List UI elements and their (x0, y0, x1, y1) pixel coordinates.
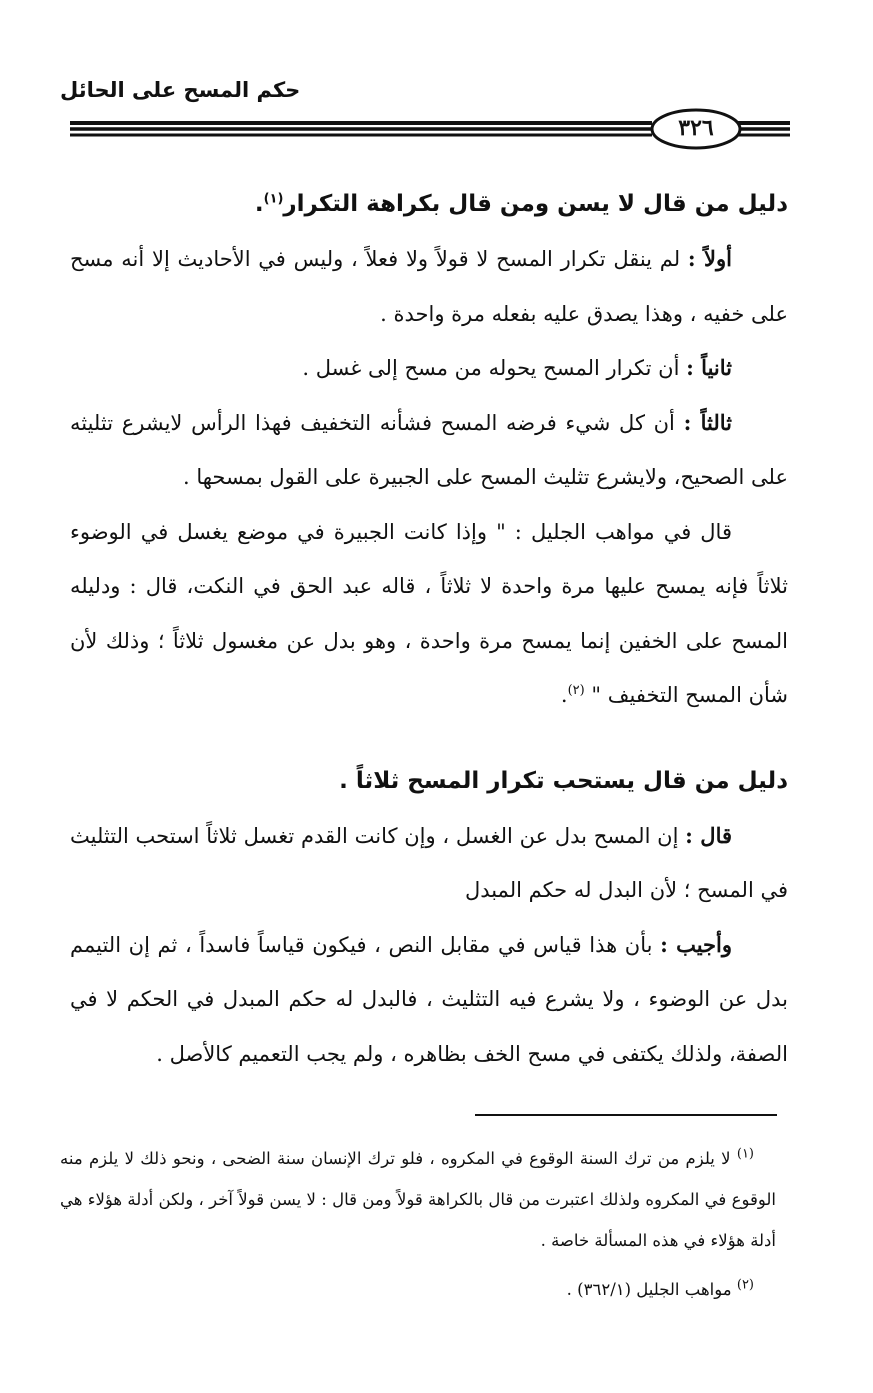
footnote-ref-1: (١) (263, 191, 284, 207)
paragraph-argument: قال : إن المسح بدل عن الغسل ، وإن كانت القدم تغسل ثلاثاً استحب التثليث في المسح ؛ لأن البدل له حكم المبدل (70, 822, 788, 902)
footnote-ref-2: (٢) (567, 683, 585, 698)
footnotes (60, 1138, 776, 1310)
section-heading-repetition: دليل من قال يستحب تكرار المسح ثلاثاً . (339, 767, 788, 794)
footnote-divider (475, 1114, 777, 1116)
footnote-1: $^{(١)}$ لا يلزم من ترك السنة الوقوع في المكروه ، فلو ترك الإنسان سنة الضحى ، ونحو ذلك لا يلزم منه الوقوع في المكروه ولذلك اعتبرت من قال بالكراهة قولاً ومن قال : لا يسن قولاً آخر ، ولكن أدلة هؤلاء هي أدلة هؤلاء في هذه المسألة خاصة . (60, 1146, 776, 1250)
running-title: حكم المسح على الحائل (60, 78, 301, 102)
paragraph-quote: قال في مواهب الجليل : " وإذا كانت الجبيرة في موضع يغسل في الوضوء ثلاثاً فإنه يمسح عليها مرة واحدة لا ثلاثاً ، قاله عبد الحق في النكت، قال : ودليله المسح على الخفين إنما يمسح مرة واحدة ، وهو بدل عن مغسول ثلاثاً ؛ وذلك لأن شأن المسح التخفيف " $^{(٢)}$. (70, 519, 788, 707)
paragraph-answer: وأجيب : بأن هذا قياس في مقابل النص ، فيكون قياساً فاسداً ، ثم إن التيمم بدل عن الوضوء ، ولا يشرع فيه التثليث ، فالبدل له حكم المبدل في الحكم لا في الصفة، ولذلك يكتفى في مسح الخف بظاهره ، ولم يجب التعميم كالأصل . (70, 931, 788, 1066)
footnote-2: $^{(٢)}$ مواهب الجليل (٣٦٢/١) . (566, 1277, 754, 1299)
paragraph-first: أولاً : لم ينقل تكرار المسح لا قولاً ولا فعلاً ، وليس في الأحاديث إلا أنه مسح على خفيه ، وهذا يصدق عليه بفعله مرة واحدة . (70, 246, 788, 326)
paragraph-second: ثانياً : أن تكرار المسح يحوله من مسح إلى غسل . (302, 355, 732, 380)
section-heading-no-repetition: دليل من قال لا يسن ومن قال بكراهة التكرار$^{(١)}$. (254, 191, 788, 217)
page-number: ٣٢٦ (678, 115, 714, 141)
paragraph-third: ثالثاً : أن كل شيء فرضه المسح فشأنه التخفيف فهذا الرأس لايشرع تثليثه على الصحيح، ولايشرع تثليث المسح على الجبيرة على القول بمسحها . (70, 409, 788, 489)
main-text (70, 176, 788, 1081)
